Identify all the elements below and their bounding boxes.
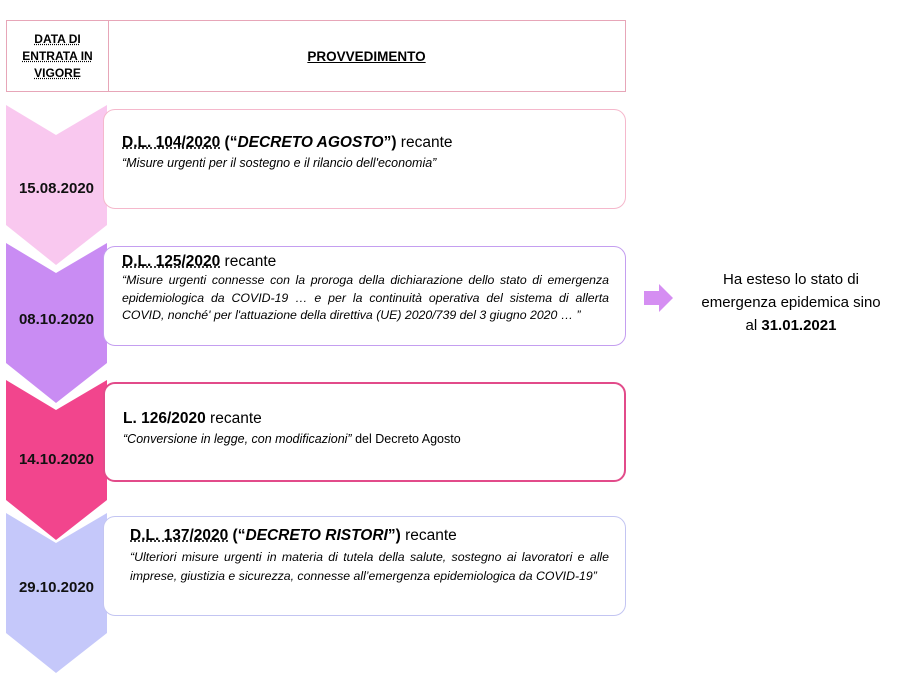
- title-suffix: recante: [205, 410, 262, 427]
- card-description-line: [123, 430, 608, 448]
- decree-code: D.L. 104/2020: [122, 134, 221, 151]
- header-date-line2: ENTRATA IN: [22, 48, 93, 63]
- provvedimento-card: [103, 382, 626, 482]
- title-suffix: recante: [400, 527, 457, 544]
- side-note-line2: emergenza epidemica sino: [701, 294, 881, 311]
- entry-date: 14.10.2020: [18, 451, 95, 468]
- header-provvedimento: PROVVEDIMENTO: [307, 48, 426, 64]
- side-note-line1: Ha esteso lo stato di: [723, 271, 859, 288]
- title-open-quote: (“: [228, 527, 246, 544]
- title-close-quote: ”): [387, 527, 401, 544]
- decree-code: D.L. 125/2020: [122, 253, 221, 270]
- card-description: “Misure urgenti per il sostegno e il rilancio dell'economia”: [122, 156, 437, 170]
- header-date-column: [7, 21, 109, 91]
- card-title: [122, 253, 609, 271]
- decree-name: DECRETO RISTORI: [245, 527, 388, 544]
- card-description: “Conversione in legge, con modificazioni”: [123, 432, 352, 446]
- decree-name: DECRETO AGOSTO: [237, 134, 384, 151]
- card-title: [130, 527, 609, 545]
- card-description: “Misure urgenti connesse con la proroga della dichiarazione dello stato di emergenza epidemiologica da COVID-19 … e per la continuità operativa del sistema di allerta COVID, nonché' per l'attuazione della direttiva (UE) 2020/739 del 3 giugno 2020 … ”: [122, 273, 609, 322]
- side-note-line3: [686, 314, 896, 337]
- table-header: [6, 20, 626, 92]
- entry-date: 15.08.2020: [18, 180, 95, 197]
- entry-date: 29.10.2020: [18, 579, 95, 596]
- decree-code: L. 126/2020: [123, 410, 206, 427]
- card-description: “Ulteriori misure urgenti in materia di tutela della salute, sostegno ai lavoratori e alle imprese, giustizia e sicurezza, connesse all’emergenza epidemiologica da COVID-19”: [130, 550, 609, 583]
- provvedimento-card: [103, 246, 626, 346]
- decree-code: D.L. 137/2020: [130, 527, 229, 544]
- right-arrow-icon: [644, 283, 674, 313]
- entry-date: 08.10.2020: [18, 311, 95, 328]
- card-title: [122, 134, 609, 152]
- header-date-line3: VIGORE: [34, 65, 81, 80]
- timeline-row: [0, 513, 640, 673]
- title-suffix: recante: [396, 134, 453, 151]
- side-note: [686, 268, 896, 337]
- header-date-line1: DATA DI: [34, 31, 81, 46]
- side-note-prefix: al: [745, 317, 762, 334]
- timeline-row: [0, 243, 640, 403]
- card-description-suffix: del Decreto Agosto: [351, 432, 461, 446]
- provvedimento-card: [103, 109, 626, 209]
- title-open-quote: (“: [220, 134, 238, 151]
- title-close-quote: ”): [383, 134, 397, 151]
- timeline-row: [0, 105, 640, 265]
- title-suffix: recante: [220, 253, 277, 270]
- provvedimento-card: [103, 516, 626, 616]
- side-note-date: 31.01.2021: [761, 317, 837, 334]
- card-title: [123, 410, 608, 428]
